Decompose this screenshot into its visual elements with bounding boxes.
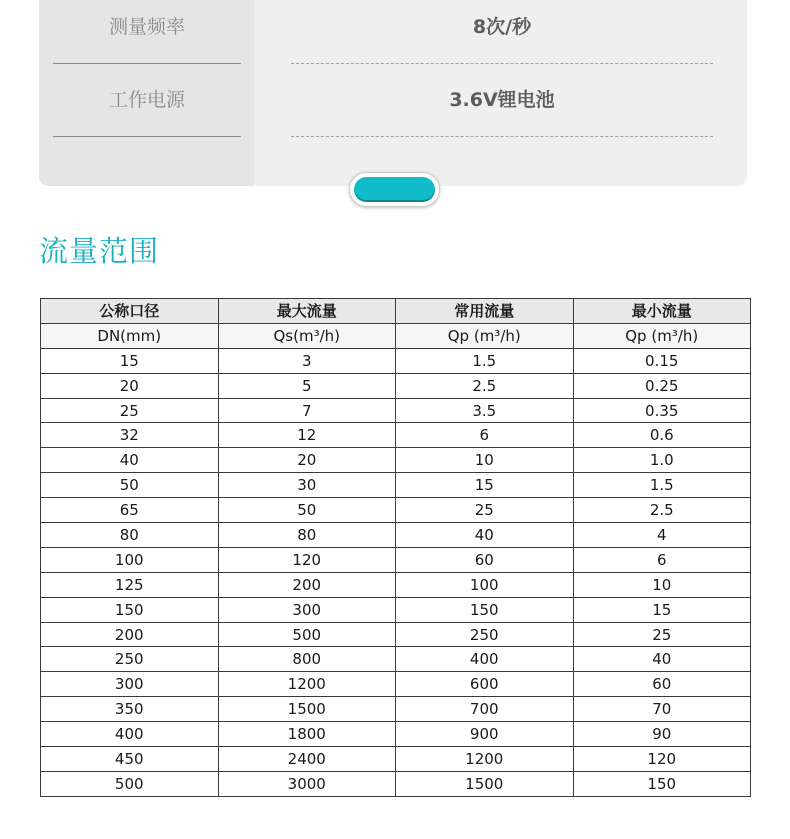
table-cell: 0.25: [573, 373, 751, 398]
table-cell: 0.6: [573, 423, 751, 448]
table-cell: 25: [41, 398, 219, 423]
table-cell: 900: [396, 722, 574, 747]
spec-value: 3.6V锂电池: [291, 64, 713, 137]
table-cell: 2400: [218, 747, 396, 772]
decorative-pill: [349, 172, 440, 207]
table-row: [41, 697, 751, 722]
table-cell: 600: [396, 672, 574, 697]
table-cell: 30: [218, 473, 396, 498]
table-cell: 350: [41, 697, 219, 722]
table-cell: 3.5: [396, 398, 574, 423]
table-cell: 20: [218, 448, 396, 473]
table-row: [41, 722, 751, 747]
table-cell: 120: [573, 747, 751, 772]
spec-value: 8次/秒: [291, 0, 713, 64]
flow-range-table: [40, 298, 751, 797]
table-cell: 6: [573, 547, 751, 572]
table-cell: 7: [218, 398, 396, 423]
table-body: [41, 348, 751, 796]
table-cell: 5: [218, 373, 396, 398]
unit-common-flow: Qp (m³/h): [396, 323, 574, 348]
table-cell: 0.15: [573, 348, 751, 373]
table-cell: 100: [396, 572, 574, 597]
table-cell: 3000: [218, 771, 396, 796]
table-cell: 300: [41, 672, 219, 697]
table-row: [41, 597, 751, 622]
table-cell: 50: [41, 473, 219, 498]
table-cell: 1800: [218, 722, 396, 747]
table-cell: 200: [218, 572, 396, 597]
table-row: [41, 672, 751, 697]
table-cell: 40: [573, 647, 751, 672]
table-row: [41, 647, 751, 672]
table-cell: 100: [41, 547, 219, 572]
table-cell: 15: [396, 473, 574, 498]
table-cell: 400: [41, 722, 219, 747]
table-cell: 40: [396, 523, 574, 548]
table-cell: 25: [396, 498, 574, 523]
table-cell: 65: [41, 498, 219, 523]
table-cell: 20: [41, 373, 219, 398]
table-cell: 60: [573, 672, 751, 697]
table-cell: 32: [41, 423, 219, 448]
section-title: 流量范围: [39, 234, 160, 268]
table-cell: 70: [573, 697, 751, 722]
table-cell: 250: [396, 622, 574, 647]
table-row: [41, 398, 751, 423]
table-cell: 500: [218, 622, 396, 647]
unit-nominal-diameter: DN(mm): [41, 323, 219, 348]
table-row: [41, 622, 751, 647]
table-cell: 125: [41, 572, 219, 597]
table-cell: 25: [573, 622, 751, 647]
table-row: [41, 547, 751, 572]
table-cell: 0.35: [573, 398, 751, 423]
table-cell: 450: [41, 747, 219, 772]
table-cell: 1.0: [573, 448, 751, 473]
table-cell: 1500: [218, 697, 396, 722]
table-cell: 150: [573, 771, 751, 796]
table-row: [41, 373, 751, 398]
spec-row: [39, 0, 747, 64]
table-cell: 300: [218, 597, 396, 622]
table-cell: 1.5: [396, 348, 574, 373]
table-cell: 10: [573, 572, 751, 597]
table-cell: 1500: [396, 771, 574, 796]
table-cell: 120: [218, 547, 396, 572]
table-unit-row: [41, 323, 751, 348]
table-row: [41, 348, 751, 373]
table-row: [41, 572, 751, 597]
table-row: [41, 747, 751, 772]
table-cell: 800: [218, 647, 396, 672]
table-cell: 150: [396, 597, 574, 622]
table-cell: 40: [41, 448, 219, 473]
spec-label: 测量频率: [53, 0, 241, 64]
table-cell: 50: [218, 498, 396, 523]
unit-min-flow: Qp (m³/h): [573, 323, 751, 348]
table-cell: 700: [396, 697, 574, 722]
table-cell: 3: [218, 348, 396, 373]
table-row: [41, 498, 751, 523]
spec-row: [39, 64, 747, 137]
table-row: [41, 473, 751, 498]
table-row: [41, 523, 751, 548]
table-cell: 15: [41, 348, 219, 373]
table-cell: 10: [396, 448, 574, 473]
table-cell: 200: [41, 622, 219, 647]
table-cell: 6: [396, 423, 574, 448]
spec-label: 工作电源: [53, 64, 241, 137]
table-cell: 1200: [396, 747, 574, 772]
table-row: [41, 448, 751, 473]
table-cell: 1.5: [573, 473, 751, 498]
header-common-flow: 常用流量: [396, 299, 574, 324]
unit-max-flow: Qs(m³/h): [218, 323, 396, 348]
table-cell: 80: [41, 523, 219, 548]
header-max-flow: 最大流量: [218, 299, 396, 324]
table-cell: 1200: [218, 672, 396, 697]
header-nominal-diameter: 公称口径: [41, 299, 219, 324]
table-cell: 4: [573, 523, 751, 548]
table-cell: 150: [41, 597, 219, 622]
table-cell: 2.5: [573, 498, 751, 523]
table-cell: 80: [218, 523, 396, 548]
table-cell: 2.5: [396, 373, 574, 398]
table-cell: 400: [396, 647, 574, 672]
table-cell: 500: [41, 771, 219, 796]
table-cell: 12: [218, 423, 396, 448]
table-cell: 15: [573, 597, 751, 622]
table-row: [41, 423, 751, 448]
spec-card: [39, 0, 747, 186]
table-header-row: [41, 299, 751, 324]
table-cell: 90: [573, 722, 751, 747]
table-cell: 60: [396, 547, 574, 572]
header-min-flow: 最小流量: [573, 299, 751, 324]
table-cell: 250: [41, 647, 219, 672]
table-row: [41, 771, 751, 796]
